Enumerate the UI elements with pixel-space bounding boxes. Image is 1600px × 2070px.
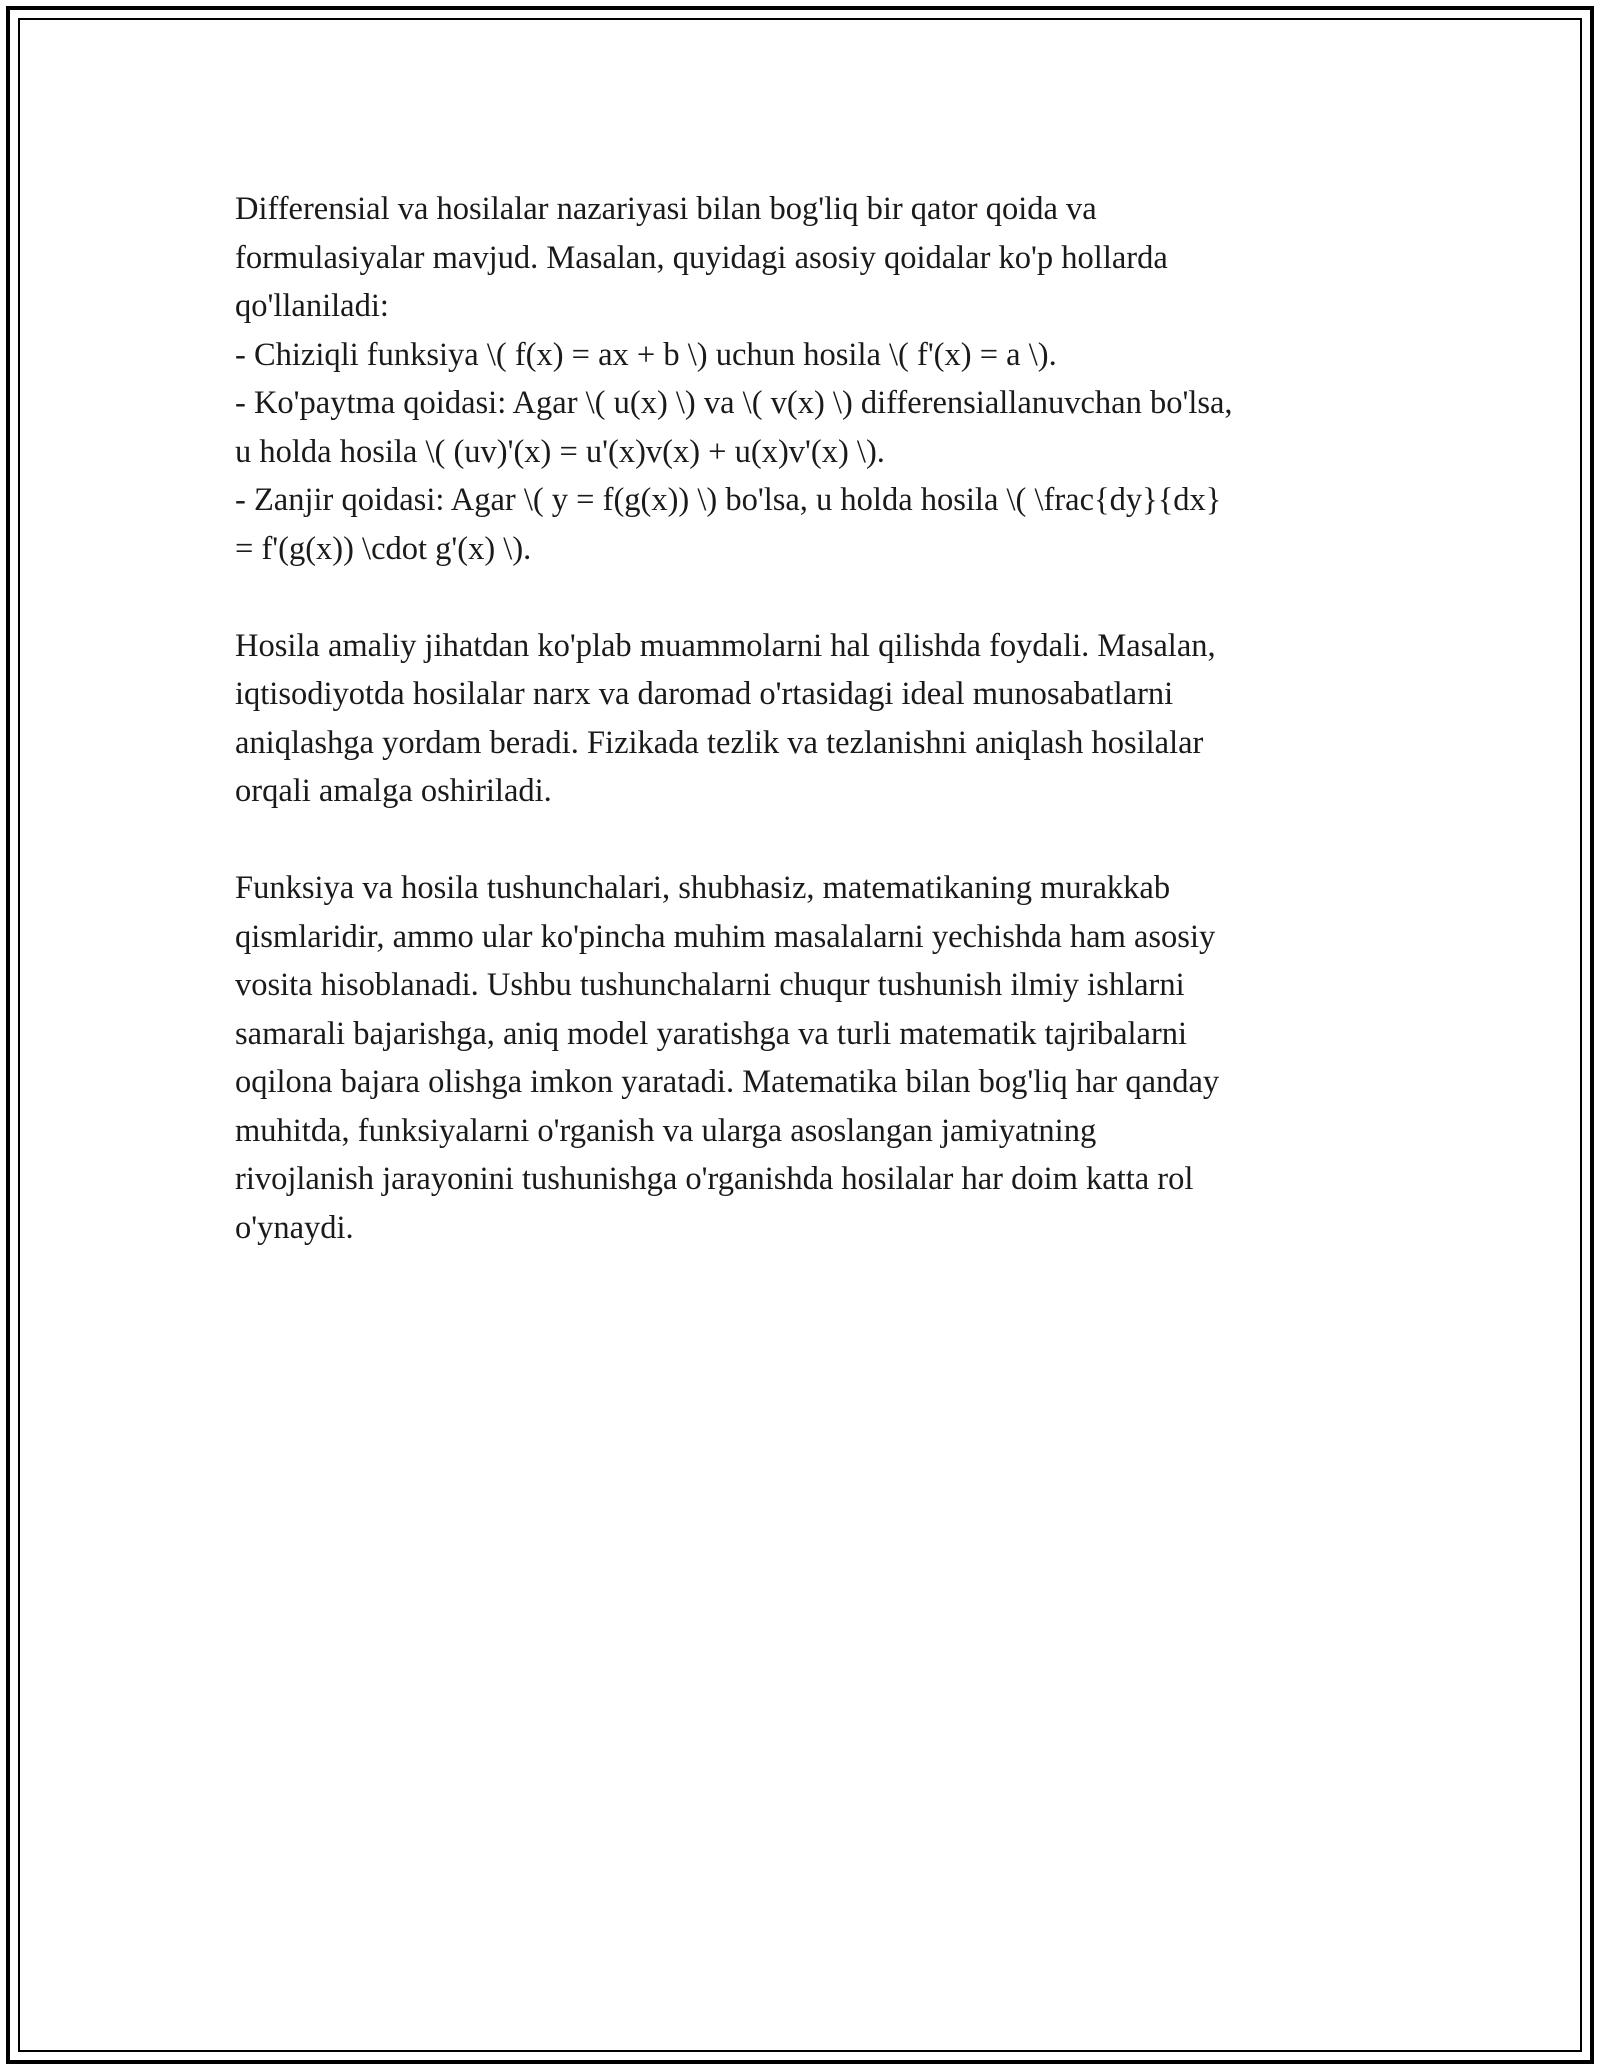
paragraph-rules — [235, 185, 1395, 573]
text-line: orqali amalga oshiriladi. — [235, 773, 552, 809]
document-body — [235, 185, 1395, 1301]
text-line: aniqlashga yordam beradi. Fizikada tezlik va tezlanishni aniqlash hosilalar — [235, 724, 1204, 761]
text-line: muhitda, funksiyalarni o'rganish va ularga asoslangan jamiyatning — [235, 1112, 1097, 1149]
paragraph-applications — [235, 622, 1395, 816]
text-line: - Ko'paytma qoidasi: Agar \( u(x) \) va \( v(x) \) differensiallanuvchan bo'lsa, — [235, 385, 1233, 421]
text-line: Funksiya va hosila tushunchalari, shubhasiz, matematikaning murakkab — [235, 870, 1171, 906]
text-line: vosita hisoblanadi. Ushbu tushunchalarni chuqur tushunish ilmiy ishlarni — [235, 967, 1185, 1003]
text-line: oqilona bajara olishga imkon yaratadi. Matematika bilan bog'liq har qanday — [235, 1064, 1220, 1100]
text-line: formulasiyalar mavjud. Masalan, quyidagi asosiy qoidalar ko'p hollarda — [235, 239, 1168, 276]
text-line: - Zanjir qoidasi: Agar \( y = f(g(x)) \) bo'lsa, u holda hosila \( \frac{dy}{dx} — [235, 482, 1222, 518]
text-line: o'ynaydi. — [235, 1209, 354, 1246]
text-line: = f'(g(x)) \cdot g'(x) \). — [235, 530, 532, 567]
text-line: qo'llaniladi: — [235, 288, 389, 324]
text-line: - Chiziqli funksiya \( f(x) = ax + b \) uchun hosila \( f'(x) = a \). — [235, 336, 1057, 373]
text-line: qismlaridir, ammo ular ko'pincha muhim masalalarni yechishda ham asosiy — [235, 918, 1216, 955]
paragraph-conclusion — [235, 864, 1395, 1252]
text-line: Hosila amaliy jihatdan ko'plab muammolarni hal qilishda foydali. Masalan, — [235, 627, 1216, 664]
text-line: iqtisodiyotda hosilalar narx va daromad o'rtasidagi ideal munosabatlarni — [235, 676, 1174, 712]
text-line: rivojlanish jarayonini tushunishga o'rganishda hosilalar har doim katta rol — [235, 1161, 1194, 1197]
text-line: samarali bajarishga, aniq model yaratishga va turli matematik tajribalarni — [235, 1015, 1188, 1052]
text-line: Differensial va hosilalar nazariyasi bilan bog'liq bir qator qoida va — [235, 191, 1097, 227]
text-line: u holda hosila \( (uv)'(x) = u'(x)v(x) + u(x)v'(x) \). — [235, 433, 885, 470]
